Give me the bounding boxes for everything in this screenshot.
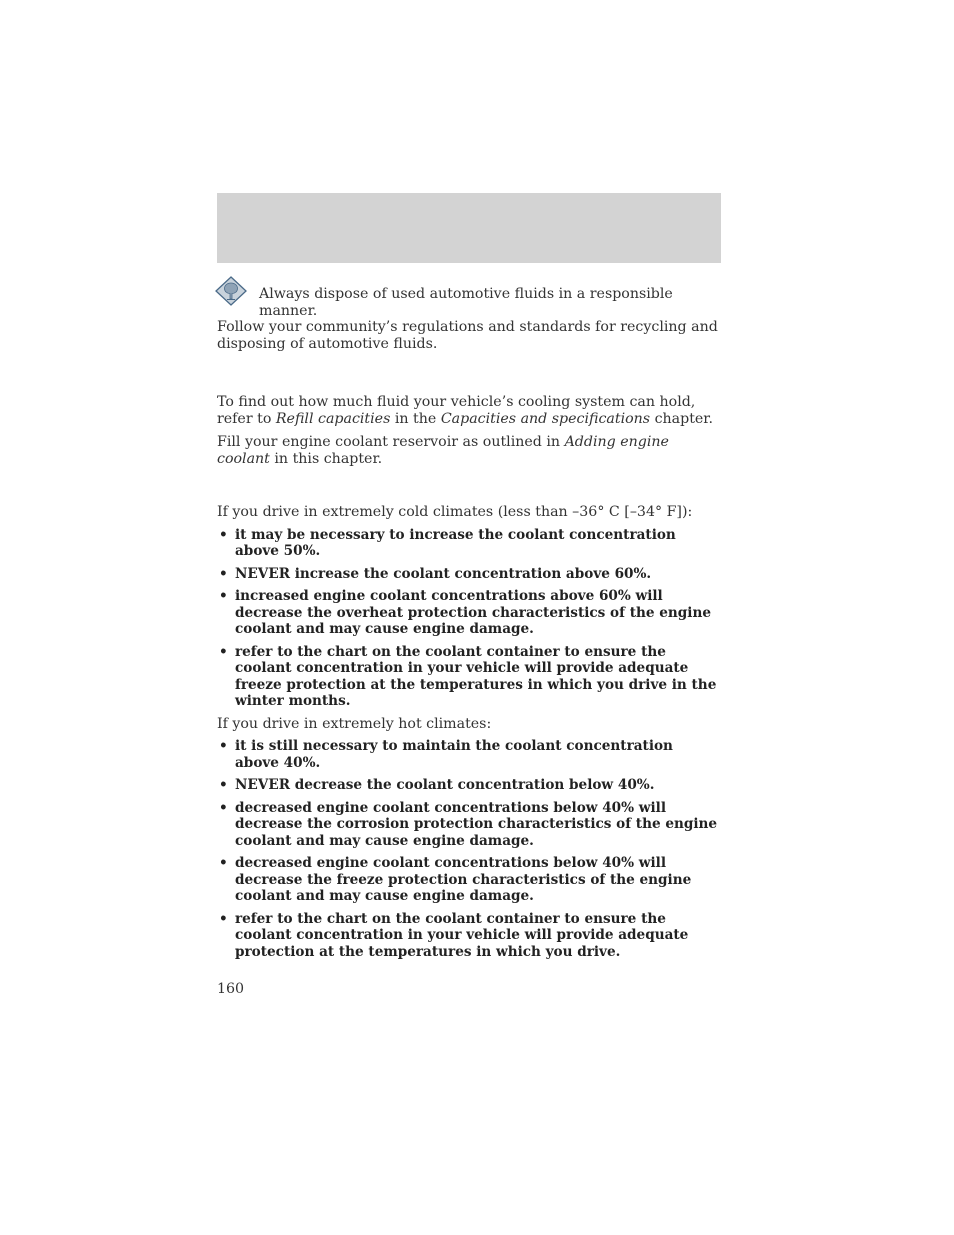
list-item xyxy=(217,777,721,794)
list-item-text: NEVER decrease the coolant concentration below 40%. xyxy=(235,777,655,793)
environment-note-text xyxy=(217,286,721,352)
list-item-text: NEVER increase the coolant concentration above 60%. xyxy=(235,565,652,582)
list-item-text: refer to the chart on the coolant container to ensure the coolant concentration in your vehicle will provide adequate protection at the temperatures in which you drive. xyxy=(235,910,689,960)
cold-climate-list xyxy=(217,527,721,710)
adding-engine-coolant-reference: Adding engine coolant xyxy=(217,434,669,467)
bullet: • xyxy=(219,799,228,816)
environment-note-line1: Always dispose of used automotive fluids in a responsible manner. xyxy=(259,286,673,319)
fill-text-1: Fill your engine coolant reservoir as outlined in xyxy=(217,434,565,450)
list-item-text: increased engine coolant concentrations above 60% will decrease the overheat protection characteristics of the engine coolant and may cause engine damage. xyxy=(235,588,711,637)
list-item xyxy=(217,738,721,771)
bullet: • xyxy=(219,777,228,793)
list-item-text: it may be necessary to increase the coolant concentration above 50%. xyxy=(235,526,676,559)
bullet: • xyxy=(219,565,228,582)
capacities-specifications-reference: Capacities and specifications xyxy=(440,410,651,427)
list-item xyxy=(217,588,721,638)
cold-climate-intro: If you drive in extremely cold climates (less than –36° C [–34° F]): xyxy=(217,504,693,520)
capacity-paragraph xyxy=(217,394,721,427)
bullet: • xyxy=(219,588,228,604)
list-item-text: it is still necessary to maintain the coolant concentration above 40%. xyxy=(235,738,673,771)
capacity-text-3: chapter. xyxy=(650,410,714,427)
bullet: • xyxy=(219,526,228,543)
list-item xyxy=(217,566,721,583)
page-content xyxy=(217,276,721,966)
tree-icon xyxy=(215,276,247,306)
capacity-text-2: in the xyxy=(390,410,441,427)
list-item xyxy=(217,527,721,560)
fill-reservoir-paragraph xyxy=(217,434,721,467)
page-number: 160 xyxy=(217,981,245,997)
hot-climate-intro: If you drive in extremely hot climates: xyxy=(217,715,492,732)
list-item xyxy=(217,644,721,710)
bullet: • xyxy=(219,855,228,871)
list-item-text: decreased engine coolant concentrations below 40% will decrease the freeze protection characteristics of the engine coolant and may cause engine damage. xyxy=(235,855,692,904)
list-item-text: refer to the chart on the coolant container to ensure the coolant concentration in your vehicle will provide adequate freeze protection at the temperatures in which you drive in the winter months. xyxy=(235,643,717,709)
environment-note-line2: Follow your community’s regulations and standards for recycling and disposing of automotive fluids. xyxy=(217,319,718,352)
list-item xyxy=(217,855,721,905)
bullet: • xyxy=(219,910,228,927)
list-item-text: decreased engine coolant concentrations below 40% will decrease the corrosion protection characteristics of the engine coolant and may cause engine damage. xyxy=(235,799,718,849)
environment-note xyxy=(217,276,721,352)
bullet: • xyxy=(219,643,228,660)
hot-climate-list xyxy=(217,738,721,960)
list-item xyxy=(217,911,721,961)
fill-text-2: in this chapter. xyxy=(269,450,383,467)
list-item xyxy=(217,800,721,850)
capacity-text-1: To find out how much fluid your vehicle’s cooling system can hold, refer to xyxy=(217,394,696,427)
bullet: • xyxy=(219,738,228,754)
refill-capacities-reference: Refill capacities xyxy=(275,410,391,427)
section-header-band xyxy=(217,193,721,263)
